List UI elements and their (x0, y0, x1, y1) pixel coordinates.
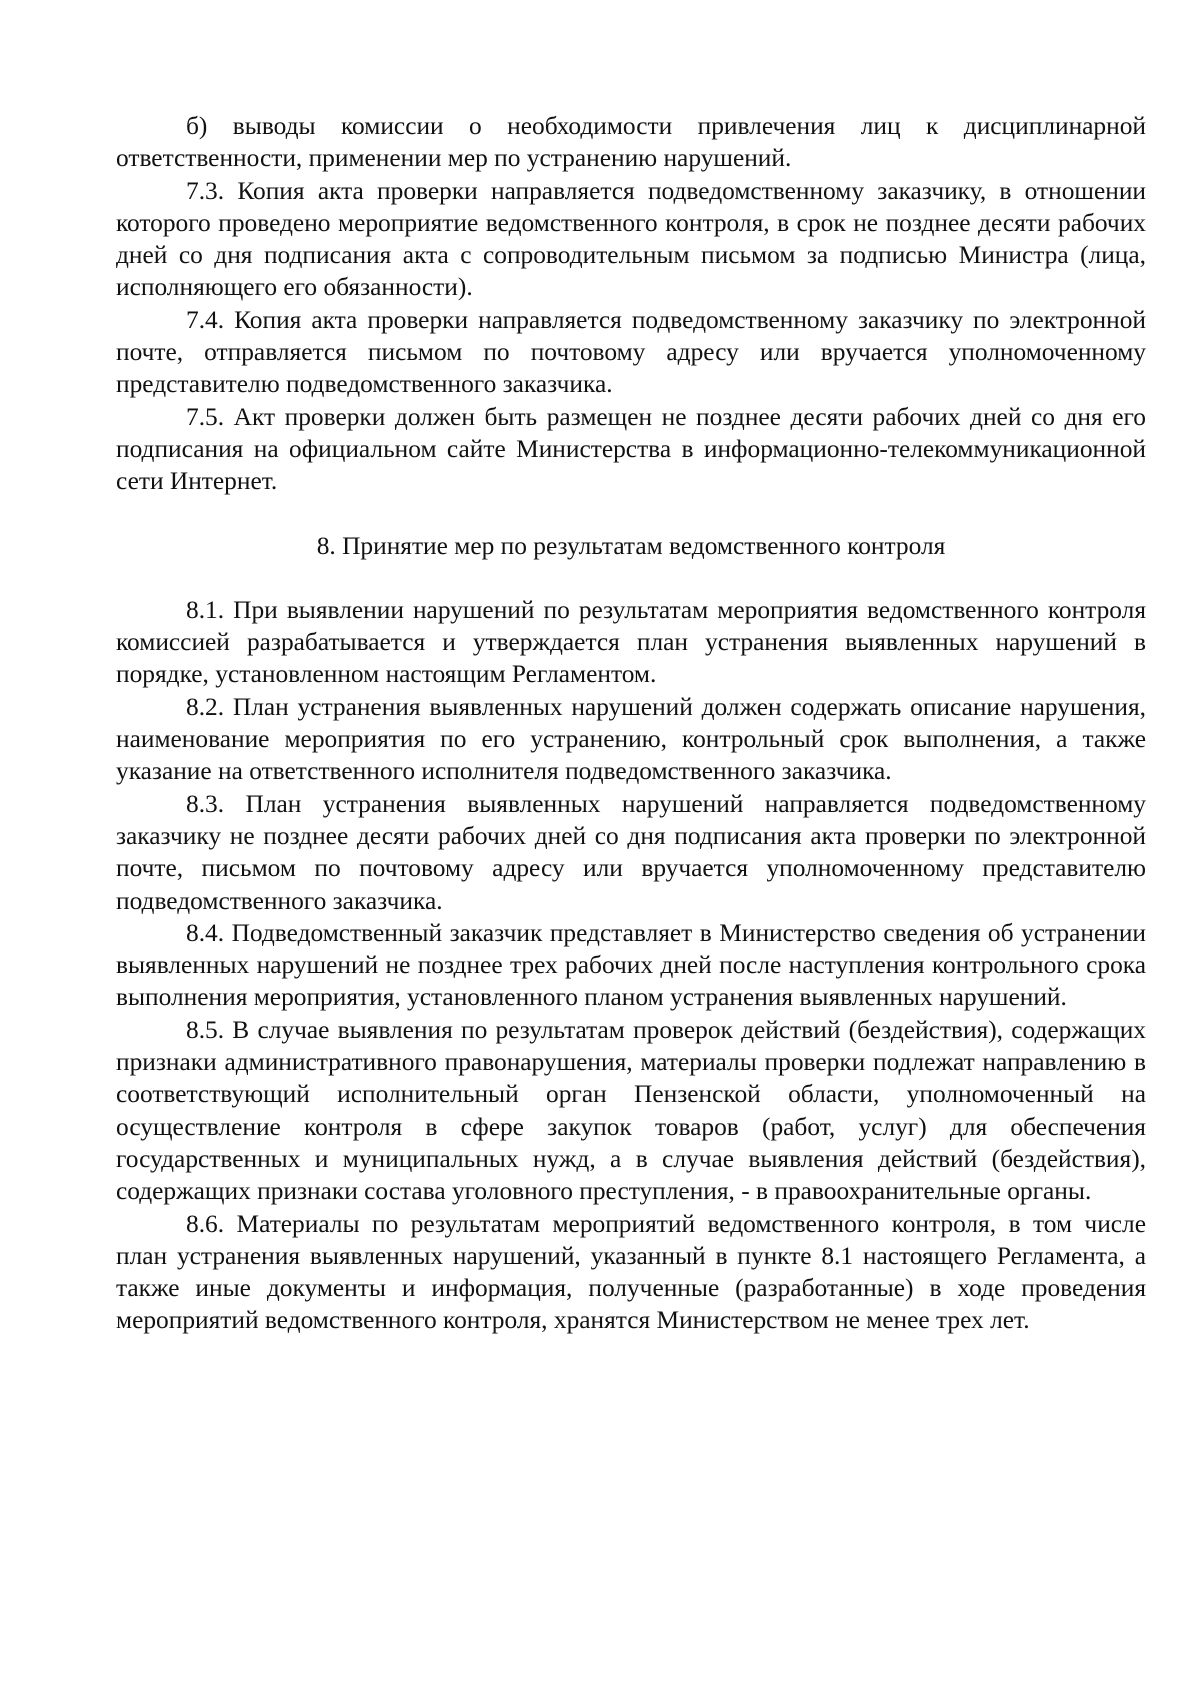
section-8-heading: 8. Принятие мер по результатам ведомственного контроля (316, 531, 946, 560)
paragraph-8-4: 8.4. Подведомственный заказчик представляет в Министерство сведения об устранении выявленных нарушений не позднее трех рабочих дней после наступления контрольного срока выполнения мероприятия, установленного планом устранения выявленных нарушений. (116, 918, 1146, 1012)
paragraph-8-5: 8.5. В случае выявления по результатам проверок действий (бездействия), содержащих признаки административного правонарушения, материалы проверки подлежат направлению в соответствующий исполнительный орган Пензенской области, уполномоченный на осуществление контроля в сфере закупок товаров (работ, услуг) для обеспечения государственных и муниципальных нужд, а в случае выявления действий (бездействия), содержащих признаки состава уголовного преступления, - в правоохранительные органы. (116, 1015, 1146, 1206)
document-page (116, 110, 1146, 1337)
paragraph-8-1: 8.1. При выявлении нарушений по результатам мероприятия ведомственного контроля комиссией разрабатывается и утверждается план устранения выявленных нарушений в порядке, установленном настоящим Регламентом. (116, 595, 1146, 689)
paragraph-8-2: 8.2. План устранения выявленных нарушений должен содержать описание нарушения, наименование мероприятия по его устранению, контрольный срок выполнения, а также указание на ответственного исполнителя подведомственного заказчика. (116, 692, 1146, 786)
paragraph-7-2-b: б) выводы комиссии о необходимости привлечения лиц к дисциплинарной ответственности, применении мер по устранению нарушений. (116, 112, 1146, 173)
paragraph-7-4: 7.4. Копия акта проверки направляется подведомственному заказчику по электронной почте, отправляется письмом по почтовому адресу или вручается уполномоченному представителю подведомственного заказчика. (116, 305, 1146, 399)
paragraph-8-6: 8.6. Материалы по результатам мероприятий ведомственного контроля, в том числе план устранения выявленных нарушений, указанный в пункте 8.1 настоящего Регламента, а также иные документы и информация, полученные (разработанные) в ходе проведения мероприятий ведомственного контроля, хранятся Министерством не менее трех лет. (116, 1209, 1146, 1335)
paragraph-7-5: 7.5. Акт проверки должен быть размещен не позднее десяти рабочих дней со дня его подписания на официальном сайте Министерства в информационно-телекоммуникационной сети Интернет. (116, 402, 1146, 496)
paragraph-8-3: 8.3. План устранения выявленных нарушений направляется подведомственному заказчику не позднее десяти рабочих дней со дня подписания акта проверки по электронной почте, письмом по почтовому адресу или вручается уполномоченному представителю подведомственного заказчика. (116, 789, 1146, 915)
paragraph-7-3: 7.3. Копия акта проверки направляется подведомственному заказчику, в отношении которого проведено мероприятие ведомственного контроля, в срок не позднее десяти рабочих дней со дня подписания акта с сопроводительным письмом за подписью Министра (лица, исполняющего его обязанности). (116, 176, 1146, 302)
